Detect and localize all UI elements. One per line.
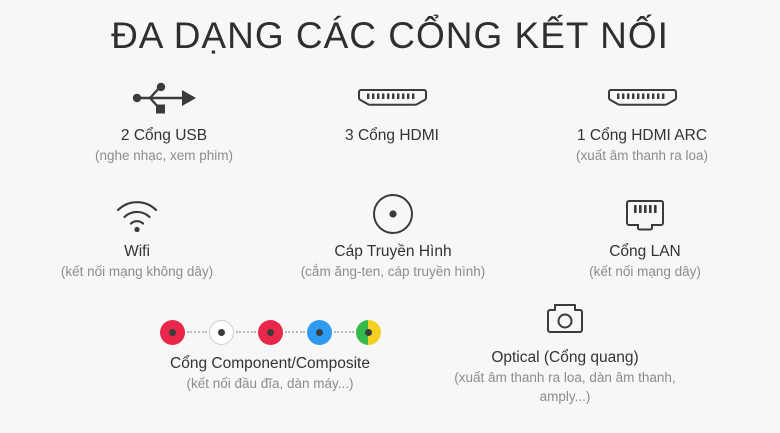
wifi-icon xyxy=(12,192,262,236)
feature-hdmi xyxy=(262,76,522,146)
optical-port-icon xyxy=(420,298,710,342)
jack-red-1 xyxy=(160,320,185,345)
feature-hdmi-arc-sub: (xuất âm thanh ra loa) xyxy=(575,148,709,163)
feature-lan-sub: (kết nối mạng dây) xyxy=(589,264,701,279)
feature-wifi xyxy=(12,192,262,281)
feature-usb-sub: (nghe nhạc, xem phim) xyxy=(94,148,234,163)
feature-hdmi-arc-label: 1 Cổng HDMI ARC xyxy=(576,127,708,144)
hdmi-arc-port-icon xyxy=(512,76,772,120)
jack-green-yellow xyxy=(356,320,381,345)
feature-cable-tv-label: Cáp Truyền Hình xyxy=(334,243,452,260)
feature-hdmi-arc xyxy=(512,76,772,165)
feature-wifi-label: Wifi xyxy=(124,243,150,260)
jack-divider-3 xyxy=(285,331,305,333)
feature-optical xyxy=(420,298,710,406)
feature-usb-label: 2 Cổng USB xyxy=(120,127,208,144)
feature-cable-tv-sub: (cắm ăng-ten, cáp truyền hình) xyxy=(300,264,486,279)
feature-lan-label: Cổng LAN xyxy=(609,243,681,260)
component-composite-jacks-icon xyxy=(110,310,430,354)
jack-divider-2 xyxy=(236,331,256,333)
jack-white xyxy=(209,320,234,345)
feature-optical-sub: (xuất âm thanh ra loa, dàn âm thanh, amply...) xyxy=(454,370,676,404)
feature-lan xyxy=(530,192,760,281)
jack-divider-1 xyxy=(187,331,207,333)
coaxial-antenna-icon xyxy=(258,192,528,236)
feature-component-composite-sub: (kết nối đầu đĩa, dàn máy...) xyxy=(186,376,354,391)
feature-wifi-sub: (kết nối mạng không dây) xyxy=(60,264,214,279)
feature-cable-tv xyxy=(258,192,528,281)
feature-component-composite-label: Cổng Component/Composite xyxy=(170,355,370,372)
jack-blue xyxy=(307,320,332,345)
hdmi-port-icon xyxy=(262,76,522,120)
jack-divider-4 xyxy=(334,331,354,333)
feature-optical-label: Optical (Cổng quang) xyxy=(491,349,639,366)
lan-port-icon xyxy=(530,192,760,236)
jack-red-2 xyxy=(258,320,283,345)
feature-hdmi-label: 3 Cổng HDMI xyxy=(345,127,439,144)
page-title: ĐA DẠNG CÁC CỔNG KẾT NỐI xyxy=(111,15,669,56)
feature-component-composite xyxy=(110,310,430,393)
